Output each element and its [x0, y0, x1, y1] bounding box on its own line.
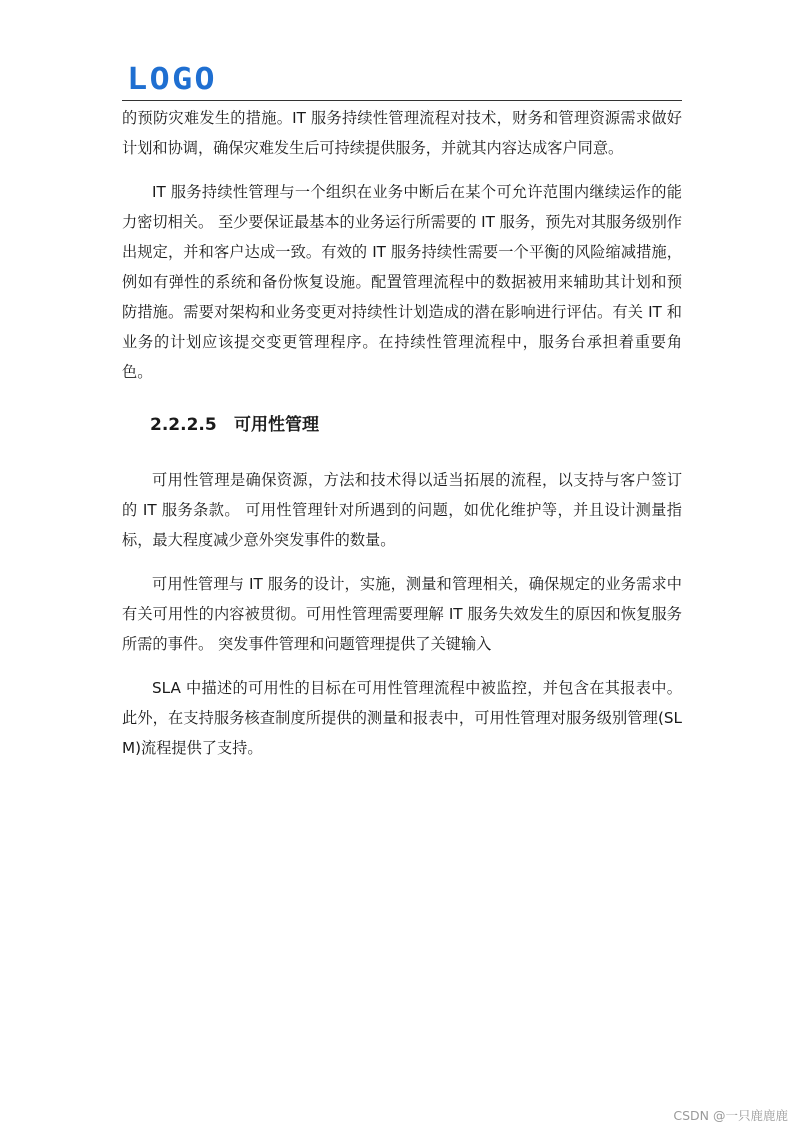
- paragraph-continuation: 的预防灾难发生的措施。IT 服务持续性管理流程对技术，财务和管理资源需求做好计划和协调，确保灾难发生后可持续提供服务，并就其内容达成客户同意。: [122, 109, 682, 157]
- document-body: [122, 103, 682, 763]
- logo: LOGO: [127, 62, 217, 97]
- page-header: [122, 58, 682, 101]
- paragraph-availability-scope: 可用性管理与 IT 服务的设计，实施，测量和管理相关，确保规定的业务需求中有关可用性的内容被贯彻。可用性管理需要理解 IT 服务失效发生的原因和恢复服务所需的事件。 突发事件管理和问题管理提供了关键输入: [122, 575, 682, 653]
- paragraph-availability-definition: 可用性管理是确保资源，方法和技术得以适当拓展的流程，以支持与客户签订的 IT 服务条款。 可用性管理针对所遇到的问题，如优化维护等，并且设计测量指标，最大程度减少意外突发事件的数量。: [122, 471, 682, 549]
- watermark: CSDN @一只鹿鹿鹿: [673, 1108, 788, 1123]
- section-title: 可用性管理: [234, 415, 319, 435]
- section-heading: [122, 411, 682, 439]
- paragraph-sla-availability: SLA 中描述的可用性的目标在可用性管理流程中被监控，并包含在其报表中。 此外，在支持服务核查制度所提供的测量和报表中，可用性管理对服务级别管理(SLM)流程提供了支持。: [122, 679, 682, 757]
- paragraph-continuity-management: IT 服务持续性管理与一个组织在业务中断后在某个可允许范围内继续运作的能力密切相关。 至少要保证最基本的业务运行所需要的 IT 服务，预先对其服务级别作出规定，并和客户达成一致。有效的 IT 服务持续性需要一个平衡的风险缩减措施，例如有弹性的系统和备份恢复设施。配置管理流程中的数据被用来辅助其计划和预防措施。需要对架构和业务变更对持续性计划造成的潜在影响进行评估。有关 IT 和业务的计划应该提交变更管理程序。在持续性管理流程中，服务台承担着重要角色。: [122, 183, 682, 381]
- section-number: 2.2.2.5: [150, 415, 217, 435]
